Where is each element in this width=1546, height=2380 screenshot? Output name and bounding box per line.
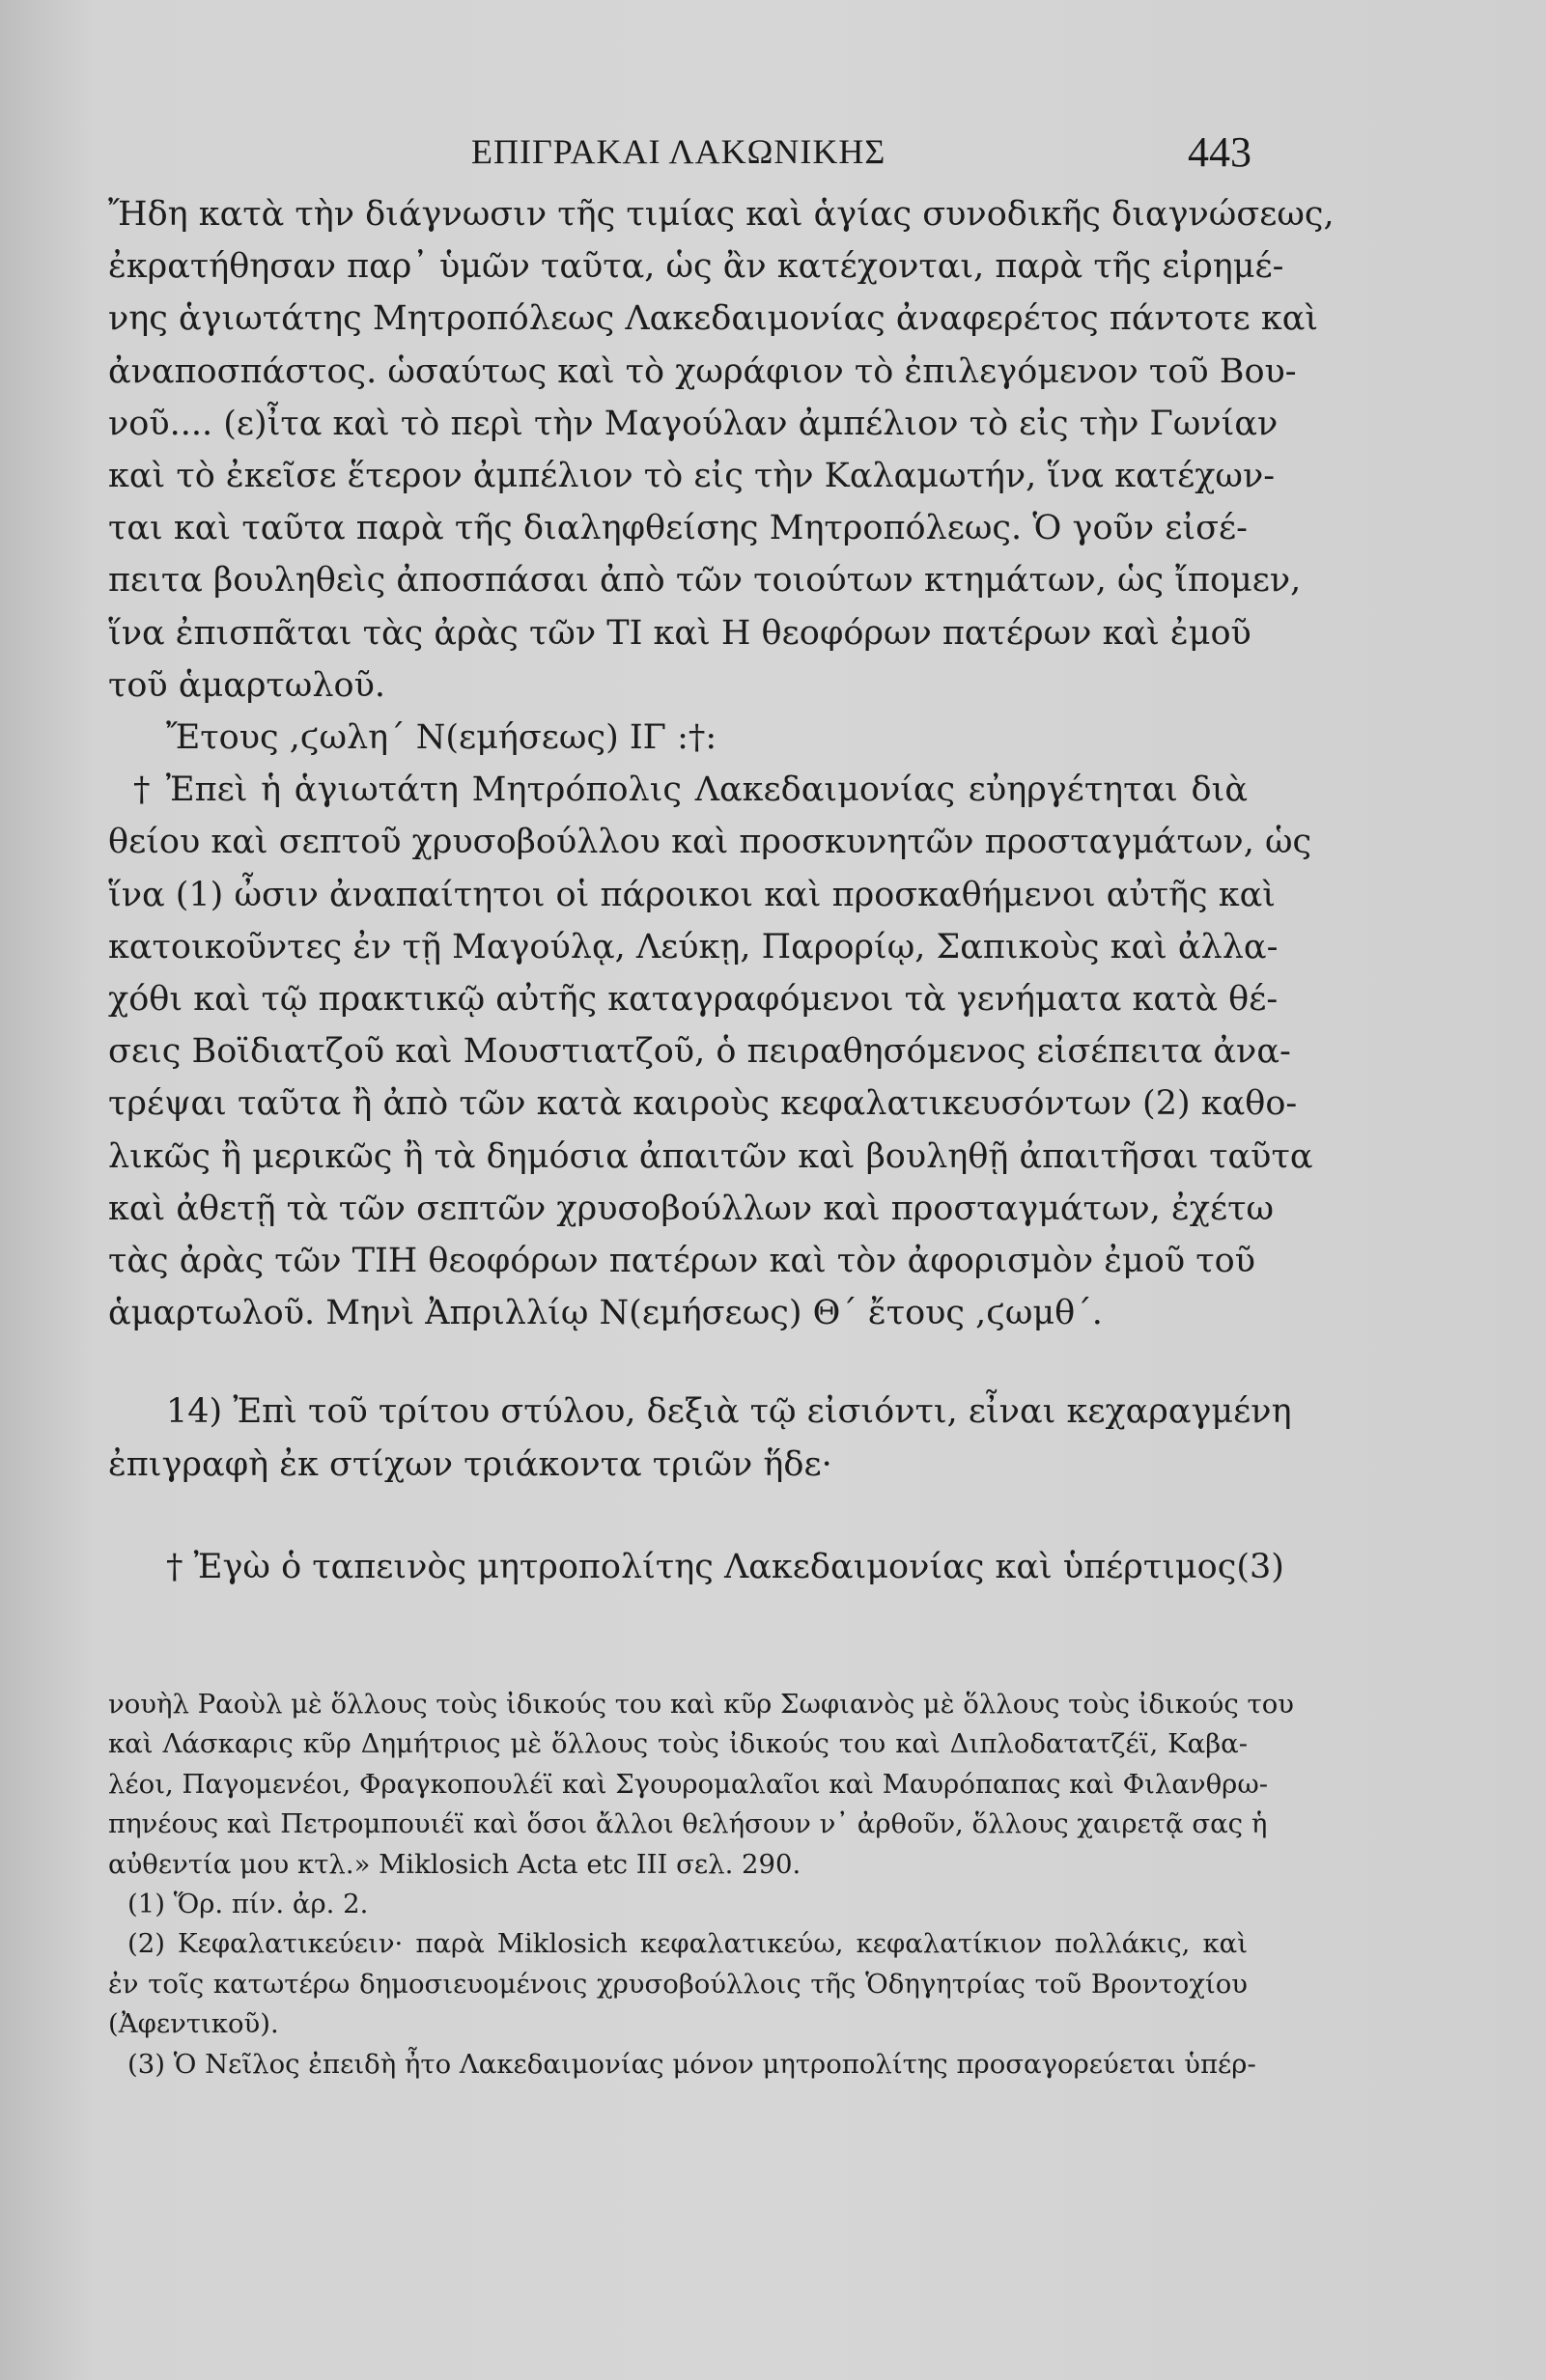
text-line: ἵνα ἐπισπᾶται τὰς ἀρὰς τῶν ΤΙ καὶ Η θεοφόρων πατέρων καὶ ἐμοῦ (108, 613, 1251, 653)
text-line: ἀναποσπάστος. ὡσαύτως καὶ τὸ χωράφιον τὸ ἐπιλεγόμενον τοῦ Βου- (108, 351, 1297, 391)
paragraph-gap (108, 1491, 1248, 1541)
footnote-line: πηνέους καὶ Πετρομπουιέϊ καὶ ὅσοι ἄλλοι θελήσουν ν᾽ ἀρθοῦν, ὅλλους χαιρετᾷ σας ἡ (108, 1808, 1268, 1840)
page-number: 443 (1188, 128, 1251, 176)
main-text (108, 188, 1335, 1593)
text-line: ἵνα (1) ὦσιν ἀναπαίτητοι οἱ πάροικοι καὶ προσκαθήμενοι αὐτῆς καὶ (108, 875, 1277, 914)
text-line: λικῶς ἢ μερικῶς ἢ τὰ δημόσια ἀπαιτῶν καὶ βουληθῇ ἀπαιτῆσαι ταῦτα (108, 1136, 1313, 1176)
paragraph-gap (108, 1339, 1248, 1386)
text-line: καὶ ἀθετῇ τὰ τῶν σεπτῶν χρυσοβούλλων καὶ προσταγμάτων, ἐχέτω (108, 1189, 1274, 1228)
footnote-line: (1) Ὅρ. πίν. ἀρ. 2. (127, 1889, 369, 1920)
running-title: ΕΠΙΓΡΑΚΑΙ ΛΑΚΩΝΙΚΗΣ (471, 132, 886, 171)
footnote-line: (Ἀφεντικοῦ). (108, 2008, 279, 2040)
text-line: † Ἐπεὶ ἡ ἁγιωτάτη Μητρόπολις Λακεδαιμονίας εὐηργέτηται διὰ (133, 770, 1248, 810)
text-line: τὰς ἀρὰς τῶν ΤΙΗ θεοφόρων πατέρων καὶ τὸν ἀφορισμὸν ἐμοῦ τοῦ (108, 1242, 1255, 1281)
page-header (471, 127, 1251, 185)
date-line: Ἔτους ,ϛωλη΄ Ν(εμήσεως) ΙΓ :†: (166, 718, 717, 758)
text-line: ται καὶ ταῦτα παρὰ τῆς διαληφθείσης Μητροπόλεως. Ὁ γοῦν εἰσέ- (108, 509, 1248, 548)
text-line: καὶ τὸ ἐκεῖσε ἕτερον ἀμπέλιον τὸ εἰς τὴν Καλαμωτήν, ἵνα κατέχων- (108, 457, 1276, 496)
footnote-line: καὶ Λάσκαρις κῦρ Δημήτριος μὲ ὅλλους τοὺς ἰδικούς του καὶ Διπλοδατατζέϊ, Καβα- (108, 1728, 1248, 1760)
text-line: πειτα βουληθεὶς ἀποσπάσαι ἀπὸ τῶν τοιούτων κτημάτων, ὡς ἴπομεν, (108, 561, 1302, 601)
text-line: τρέψαι ταῦτα ἢ ἀπὸ τῶν κατὰ καιροὺς κεφαλατικευσόντων (2) καθο- (108, 1084, 1298, 1124)
text-line: τοῦ ἁμαρτωλοῦ. (108, 665, 385, 705)
text-line: κατοικοῦντες ἐν τῇ Μαγούλᾳ, Λεύκῃ, Παρορίῳ, Σαπικοὺς καὶ ἀλλα- (108, 927, 1279, 966)
text-line: Ἤδη κατὰ τὴν διάγνωσιν τῆς τιμίας καὶ ἁγίας συνοδικῆς διαγνώσεως, (108, 195, 1335, 234)
text-line: σεις Βοϊδιατζοῦ καὶ Μουστιατζοῦ, ὁ πειραθησόμενος εἰσέπειτα ἀνα- (108, 1032, 1291, 1072)
text-line: 14) Ἐπὶ τοῦ τρίτου στύλου, δεξιὰ τῷ εἰσιόντι, εἶναι κεχαραγμένη (166, 1392, 1292, 1432)
text-line: † Ἐγὼ ὁ ταπεινὸς μητροπολίτης Λακεδαιμονίας καὶ ὑπέρτιμος(3) (166, 1547, 1284, 1586)
text-line: χόθι καὶ τῷ πρακτικῷ αὐτῆς καταγραφόμενοι τὰ γενήματα κατὰ θέ- (108, 980, 1279, 1020)
footnote-line: νουὴλ Ραοὺλ μὲ ὅλλους τοὺς ἰδικούς του καὶ κῦρ Σωφιανὸς μὲ ὅλλους τοὺς ἰδικούς του (108, 1689, 1294, 1720)
footnote-line: (3) Ὁ Νεῖλος ἐπειδὴ ἦτο Λακεδαιμονίας μόνον μητροπολίτης προσαγορεύεται ὑπέρ- (127, 2048, 1256, 2080)
text-line: ἐπιγραφὴ ἐκ στίχων τριάκοντα τριῶν ἥδε· (108, 1444, 832, 1484)
footnote-line: λέοι, Παγομενέοι, Φραγκοπουλέϊ καὶ Σγουρομαλαῖοι καὶ Μαυρόπαπας καὶ Φιλανθρω- (108, 1768, 1269, 1800)
footnote-line: αὐθεντία μου κτλ.» Miklosich Acta etc III σελ. 290. (108, 1848, 801, 1880)
text-line: ἐκρατήθησαν παρ᾽ ὑμῶν ταῦτα, ὡς ἂν κατέχονται, παρὰ τῆς εἰρημέ- (108, 247, 1284, 287)
text-line: νοῦ.... (ε)ἶτα καὶ τὸ περὶ τὴν Μαγούλαν ἀμπέλιον τὸ εἰς τὴν Γωνίαν (108, 404, 1279, 443)
footnote-line: ἐν τοῖς κατωτέρω δημοσιευομένοις χρυσοβούλλοις τῆς Ὁδηγητρίας τοῦ Βροντοχίου (108, 1968, 1248, 2000)
text-line: ἁμαρτωλοῦ. Μηνὶ Ἀπριλλίῳ Ν(εμήσεως) Θ΄ ἔτους ,ϛωμθ΄. (108, 1294, 1103, 1333)
footnote-line: (2) Κεφαλατικεύειν· παρὰ Miklosich κεφαλατικεύω, κεφαλατίκιον πολλάκις, καὶ (127, 1928, 1248, 1960)
footnotes (108, 1685, 1294, 2085)
text-line: νης ἁγιωτάτης Μητροπόλεως Λακεδαιμονίας ἀναφερέτος πάντοτε καὶ (108, 299, 1319, 339)
text-line: θείου καὶ σεπτοῦ χρυσοβούλλου καὶ προσκυνητῶν προσταγμάτων, ὡς (108, 823, 1312, 862)
